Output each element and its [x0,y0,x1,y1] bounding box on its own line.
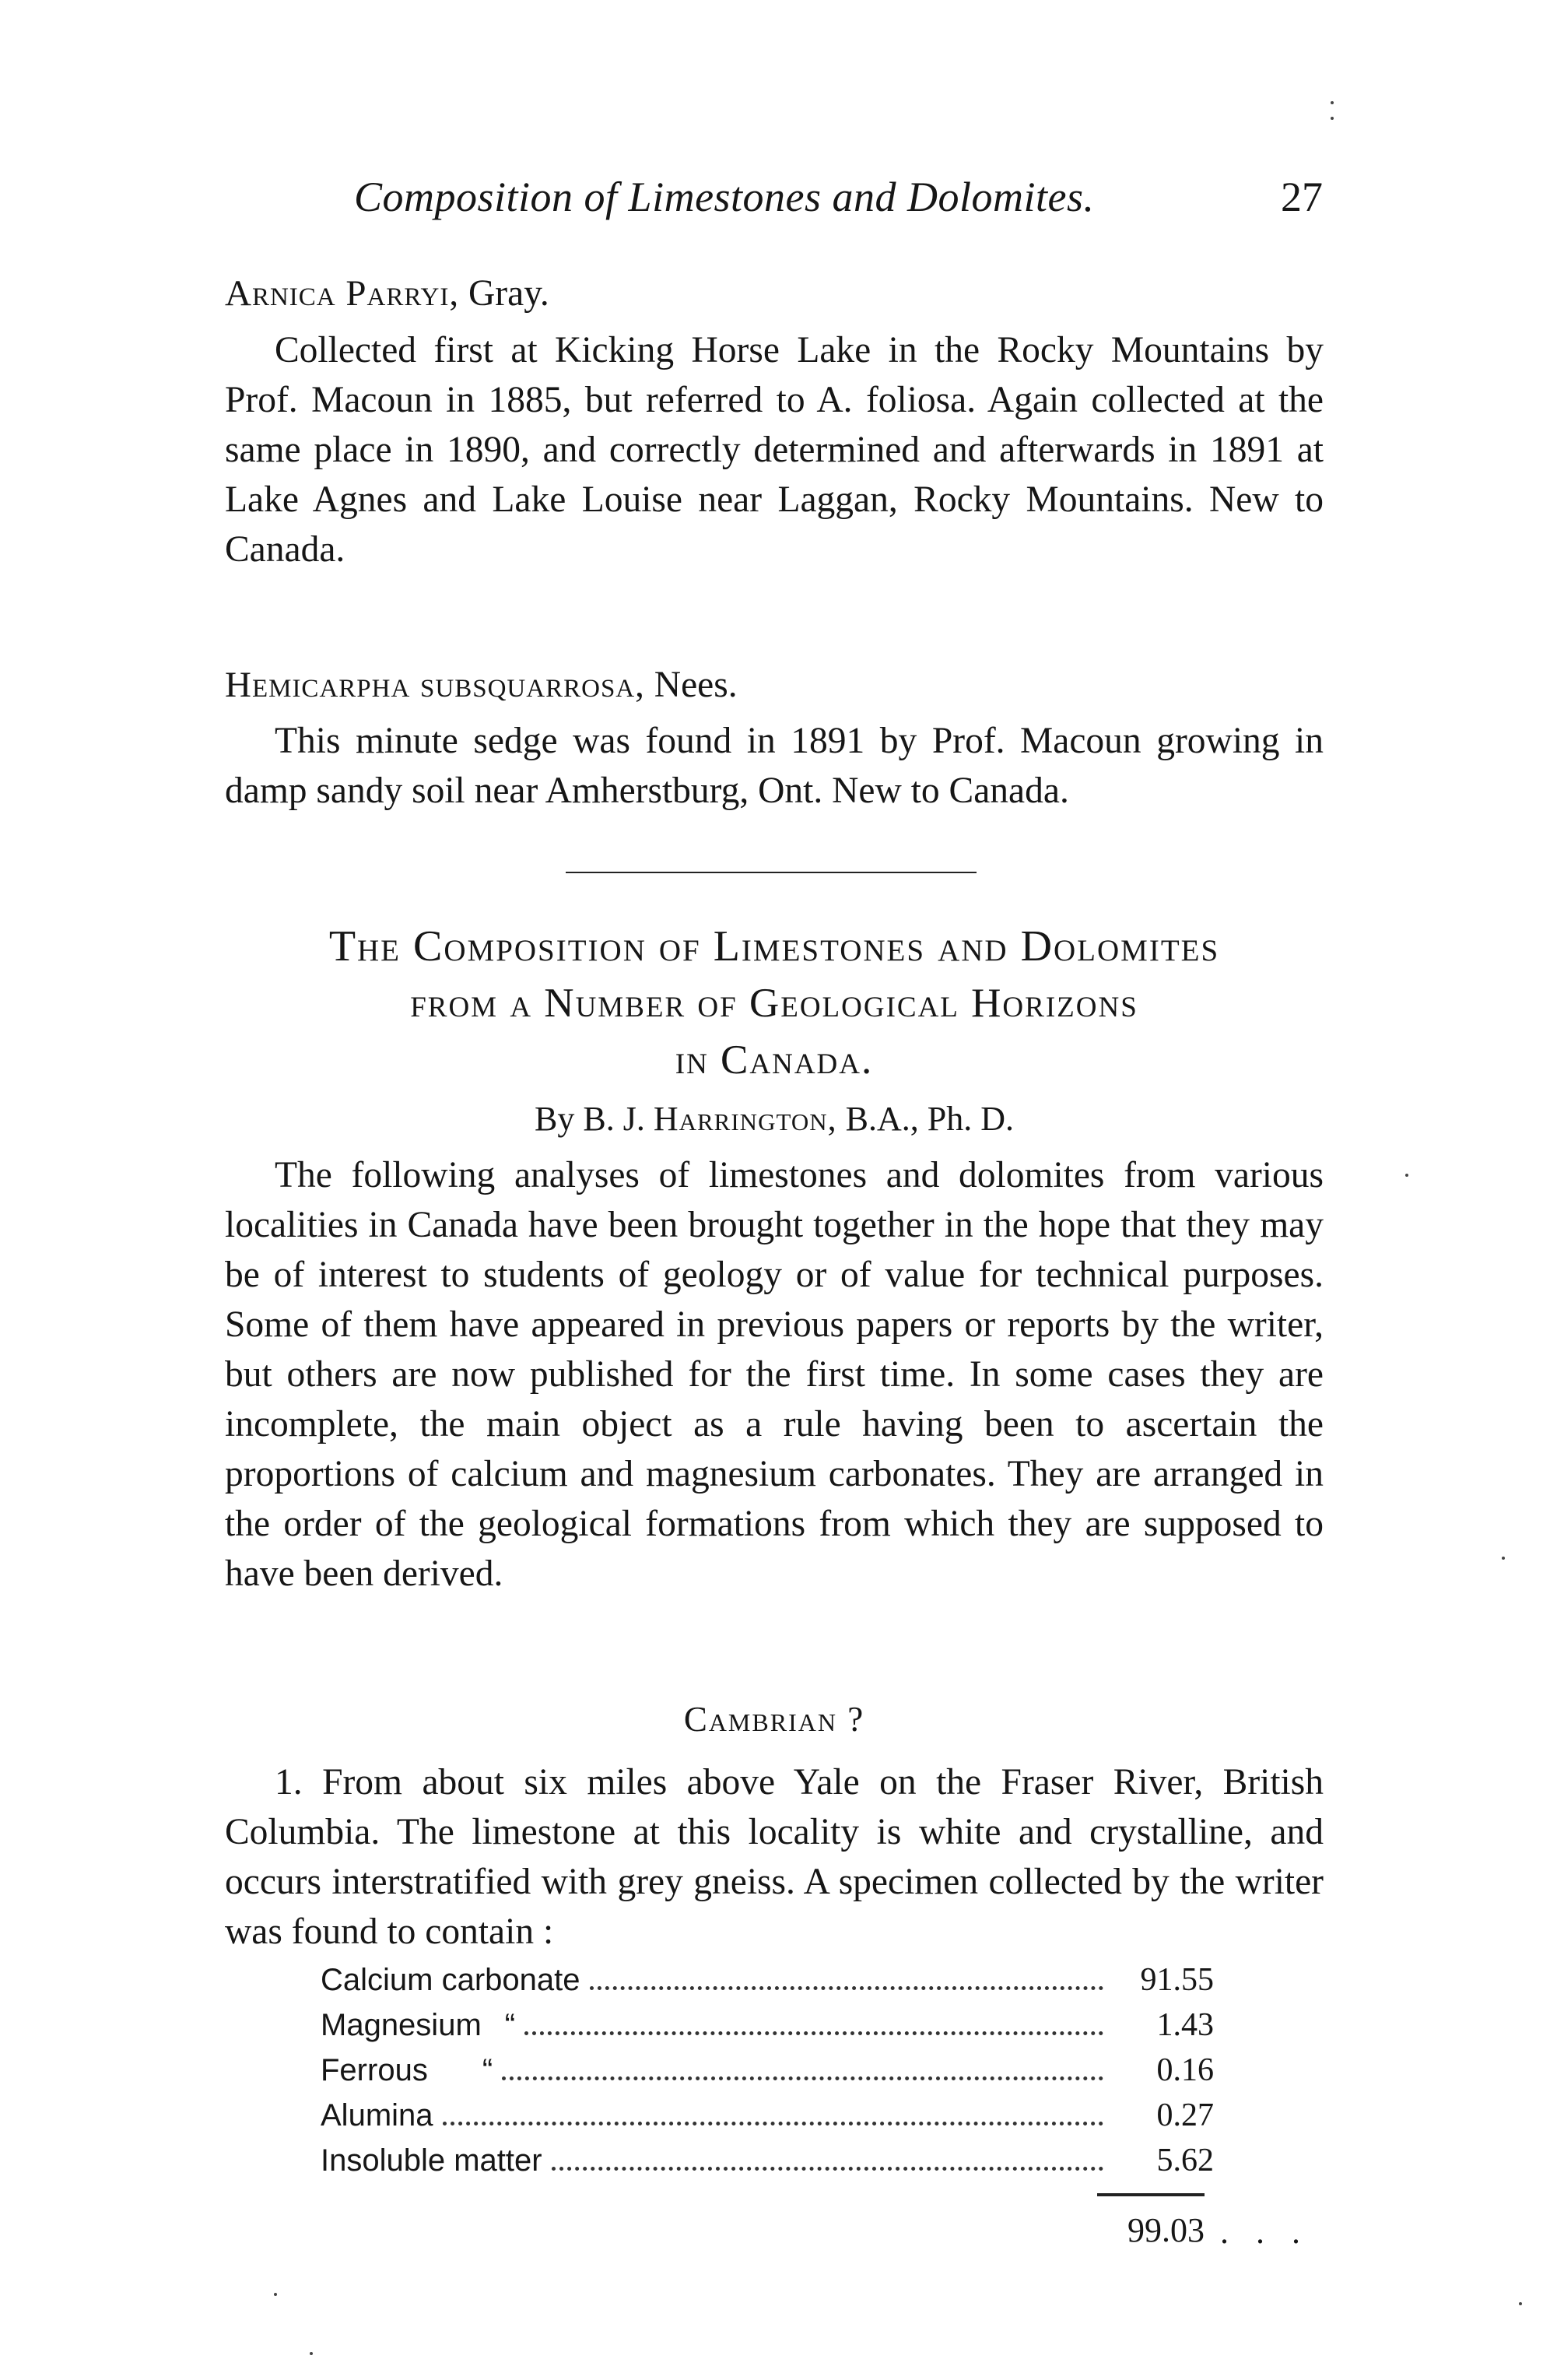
scan-speck [1519,2302,1522,2305]
component-name: Ferrous [321,2053,428,2087]
scan-speck [274,2293,277,2296]
species-name: Arnica Parryi, [225,273,460,314]
scan-speck [310,2352,313,2355]
composition-row [321,2006,1214,2052]
component-name: Alumina [321,2098,433,2133]
byline-suffix: B.A., Ph. D. [845,1100,1014,1138]
component-value: 91.55 [1140,1962,1214,1998]
species-text-arnica: Collected first at Kicking Horse Lake in the Rocky Mountains by Prof. Macoun in 1885, but referred to A. foliosa. Again collected at the same place in 1890, and correctly determined and afterwards in 1891 at Lake Agnes and Lake Louise near Laggan, Rocky Mountains. New to Canada. [225,330,1324,570]
article-intro: The following analyses of limestones and dolomites from various localities in Canada have been brought together in the hope that they may be of interest to students of geology or of value for technical purposes. Some of them have appeared in previous papers or reports by the writer, but others are now published for the first time. In some cases they are incomplete, the main object as a rule having been to ascertain the proportions of calcium and magnesium carbonates. They are arranged in the order of the geological formations from which they are supposed to have been derived. [225,1155,1324,1594]
species-author: Nees. [654,665,738,705]
species-text-hemicarpha: This minute sedge was found in 1891 by Prof. Macoun growing in damp sandy soil near Amherstburg, Ont. New to Canada. [225,721,1324,811]
analysis-item-1: 1. From about six miles above Yale on the Fraser River, British Columbia. The limestone at this locality is white and crystalline, and occurs interstratified with grey gneiss. A specimen collected by the writer was found to contain : [225,1762,1324,1952]
composition-table [321,1961,1214,2187]
species-heading-arnica [225,269,1324,318]
total-rule [1097,2193,1205,2196]
scan-speck [1502,1557,1505,1560]
species-heading-hemicarpha [225,660,1324,710]
byline-name: Harrington, [653,1100,837,1138]
leader-dots [502,2076,1103,2080]
component-value: 0.16 [1156,2052,1214,2088]
component-name: Calcium carbonate [321,1963,580,1997]
ditto-mark: “ [504,2008,516,2042]
species-name: Hemicarpha subsquarrosa, [225,665,645,705]
composition-row [321,2052,1214,2097]
leader-dots [443,2122,1103,2126]
running-header [354,173,1323,227]
component-value: 1.43 [1156,2007,1214,2043]
header-title: Composition of Limestones and Dolomites. [354,174,1095,220]
section-heading-cambrian: Cambrian ? [683,1700,865,1739]
byline-prefix: By B. J. [535,1100,645,1138]
composition-row [321,2142,1214,2187]
component-name: Insoluble matter [321,2143,542,2178]
article-title-line-2: from a Number of Geological Horizons [410,981,1138,1026]
total-trailing-dots: . . . [1220,2213,1310,2251]
leader-dots [524,2031,1103,2035]
component-value: 5.62 [1156,2143,1214,2178]
leader-dots [590,1986,1104,1990]
ditto-mark: “ [482,2053,493,2087]
article-byline [225,1099,1324,1139]
composition-row [321,2097,1214,2142]
leader-dots [552,2167,1103,2171]
page-number: 27 [1281,174,1323,220]
scan-speck [1331,117,1334,120]
component-name: Magnesium [321,2008,482,2042]
section-divider [566,872,977,873]
species-author: Gray. [468,273,549,314]
composition-row [321,1961,1214,2006]
component-value: 0.27 [1156,2097,1214,2133]
scan-speck [1405,1174,1408,1177]
article-title-line-1: The Composition of Limestones and Dolomites [328,922,1220,971]
article-title-line-3: in Canada. [675,1037,874,1083]
composition-total: 99.03 [1127,2211,1205,2249]
scan-speck [1331,101,1334,104]
